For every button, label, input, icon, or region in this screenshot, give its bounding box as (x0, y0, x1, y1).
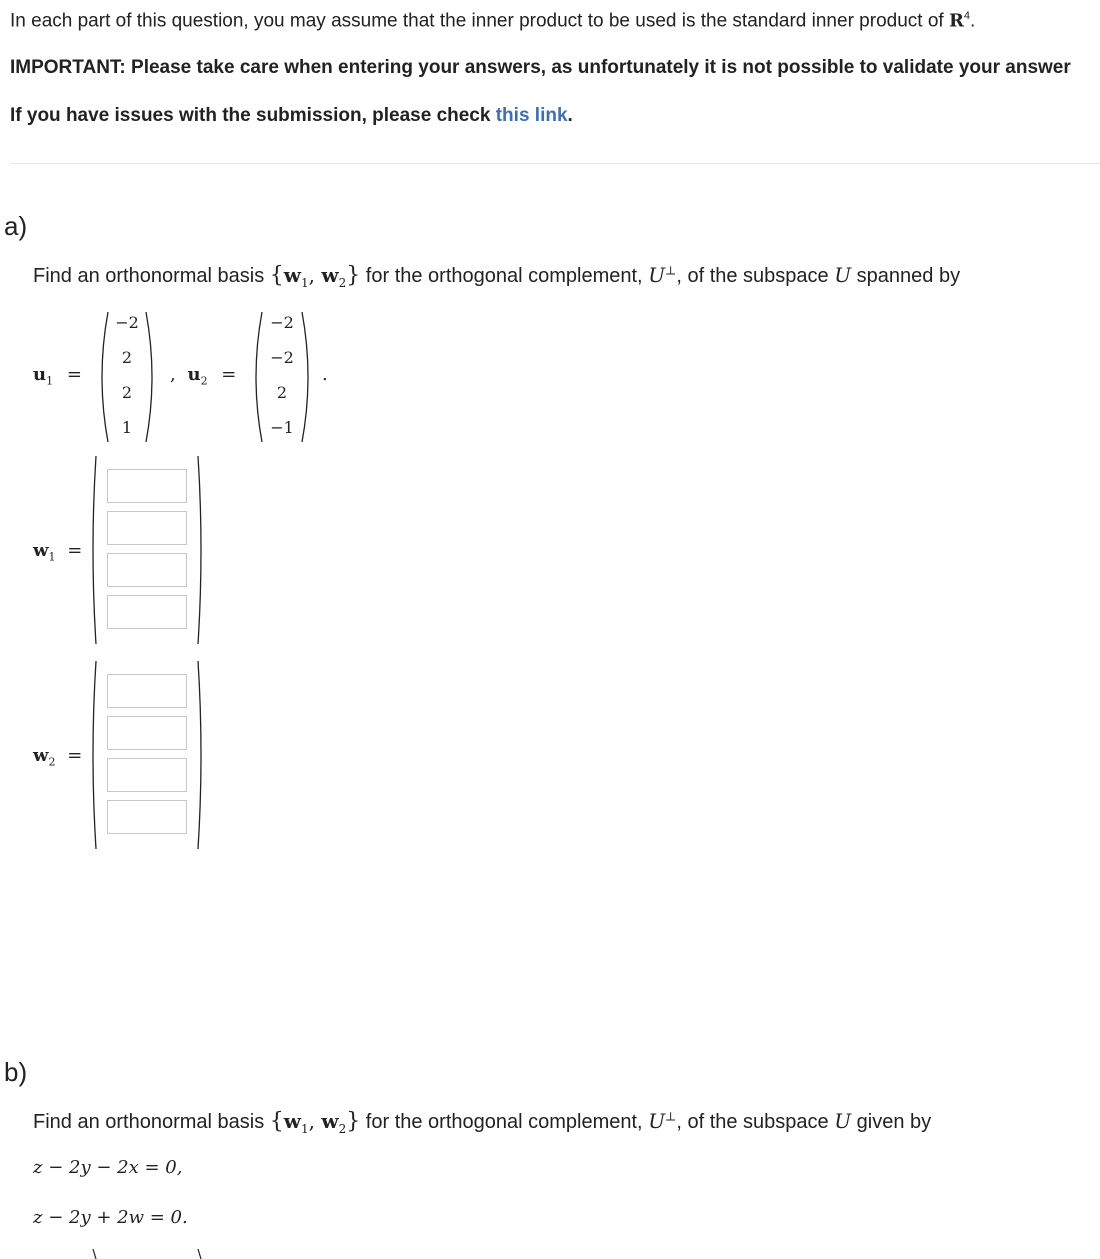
part-a-label: a) (4, 211, 28, 241)
q-text: , of the subspace (676, 1111, 835, 1133)
w1-symbol: w (283, 1109, 302, 1133)
issues-text: If you have issues with the submission, please check (10, 105, 496, 126)
help-link[interactable]: this link (495, 105, 568, 126)
q-text: for the orthogonal complement, (360, 1111, 649, 1133)
intro-text: In each part of this question, you may assume that the inner product to be used is the standard inner product of (10, 10, 949, 32)
equation-1: z − 2y − 2x = 0, (33, 1157, 183, 1178)
u2-entry: −1 (270, 418, 294, 437)
w1-entry-input[interactable] (107, 511, 187, 545)
intro-end: . (970, 10, 976, 32)
perp-symbol: ⊥ (665, 1109, 677, 1124)
q-text: for the orthogonal complement, (360, 265, 649, 287)
w1-symbol: w (283, 263, 302, 287)
w1-subscript: 1 (301, 276, 309, 290)
brace-open: { (269, 263, 284, 288)
w1-entry-input[interactable] (107, 469, 187, 503)
w1-subscript: 1 (301, 1122, 309, 1136)
brace-close: } (346, 263, 361, 288)
equals-sign: = (67, 745, 83, 766)
part-b-question (33, 1109, 931, 1136)
q-text: Find an orthonormal basis (33, 265, 270, 287)
U-symbol: U (834, 1109, 852, 1133)
w2-entry-input[interactable] (107, 758, 187, 792)
w1-right-bracket (196, 455, 208, 645)
q-text: given by (851, 1111, 932, 1133)
real-space-power: 4 (963, 10, 971, 22)
w2-entry-input[interactable] (107, 716, 187, 750)
u2-subscript: 2 (200, 374, 208, 388)
divider (10, 163, 1100, 164)
w1-entry-input[interactable] (107, 595, 187, 629)
equals-sign: = (221, 364, 237, 385)
w2-subscript: 2 (338, 1122, 347, 1136)
period: . (322, 364, 328, 385)
u1-label (33, 364, 82, 388)
u2-entry: −2 (270, 348, 294, 367)
equation-2: z − 2y + 2w = 0. (33, 1207, 188, 1228)
u1-entry: −2 (115, 313, 139, 332)
w1-label (33, 540, 82, 564)
intro-line (10, 10, 975, 32)
equals-sign: = (66, 364, 82, 385)
w1-left-bracket (86, 455, 98, 645)
u1-entry: 2 (121, 383, 133, 402)
w2-symbol: w (321, 1109, 339, 1133)
comma: , (170, 364, 176, 385)
u2-entry: −2 (270, 313, 294, 332)
q-text: spanned by (851, 265, 961, 287)
w2-right-bracket (196, 660, 208, 850)
u1-entry: 2 (121, 348, 133, 367)
perp-symbol: ⊥ (665, 263, 677, 278)
w2-entry-input[interactable] (107, 674, 187, 708)
u2-entry: 2 (276, 383, 288, 402)
w2-left-bracket (86, 660, 98, 850)
u1-entry: 1 (121, 418, 133, 437)
u2-symbol: u (187, 364, 201, 385)
w2-subscript: 2 (48, 755, 56, 769)
w2-symbol: w (33, 745, 49, 766)
U-symbol: U (648, 263, 666, 287)
w2-symbol: w (321, 263, 339, 287)
part-b-label: b) (4, 1057, 28, 1087)
basis-separator: , (308, 1109, 322, 1133)
u2-label (170, 364, 236, 388)
brace-open: { (269, 1109, 284, 1134)
w2-subscript: 2 (338, 276, 347, 290)
q-text: , of the subspace (676, 265, 835, 287)
U-symbol: U (648, 1109, 666, 1133)
u2-right-paren (300, 310, 316, 444)
w1-subscript: 1 (48, 550, 56, 564)
important-notice: IMPORTANT: Please take care when entering your answers, as unfortunately it is not possible to validate your answer (10, 57, 1071, 78)
w2-entry-input[interactable] (107, 800, 187, 834)
issues-end: . (567, 105, 573, 126)
w2-label (33, 745, 82, 769)
basis-separator: , (308, 263, 322, 287)
w1-symbol: w (33, 540, 49, 561)
real-space-symbol: R (948, 10, 964, 32)
u1-subscript: 1 (46, 374, 54, 388)
U-symbol: U (834, 263, 852, 287)
part-a-question (33, 263, 960, 290)
b-answer-bracket-top (86, 1248, 216, 1259)
equals-sign: = (67, 540, 83, 561)
u1-symbol: u (33, 364, 47, 385)
issues-line (10, 105, 573, 127)
w1-entry-input[interactable] (107, 553, 187, 587)
q-text: Find an orthonormal basis (33, 1111, 270, 1133)
brace-close: } (346, 1109, 361, 1134)
